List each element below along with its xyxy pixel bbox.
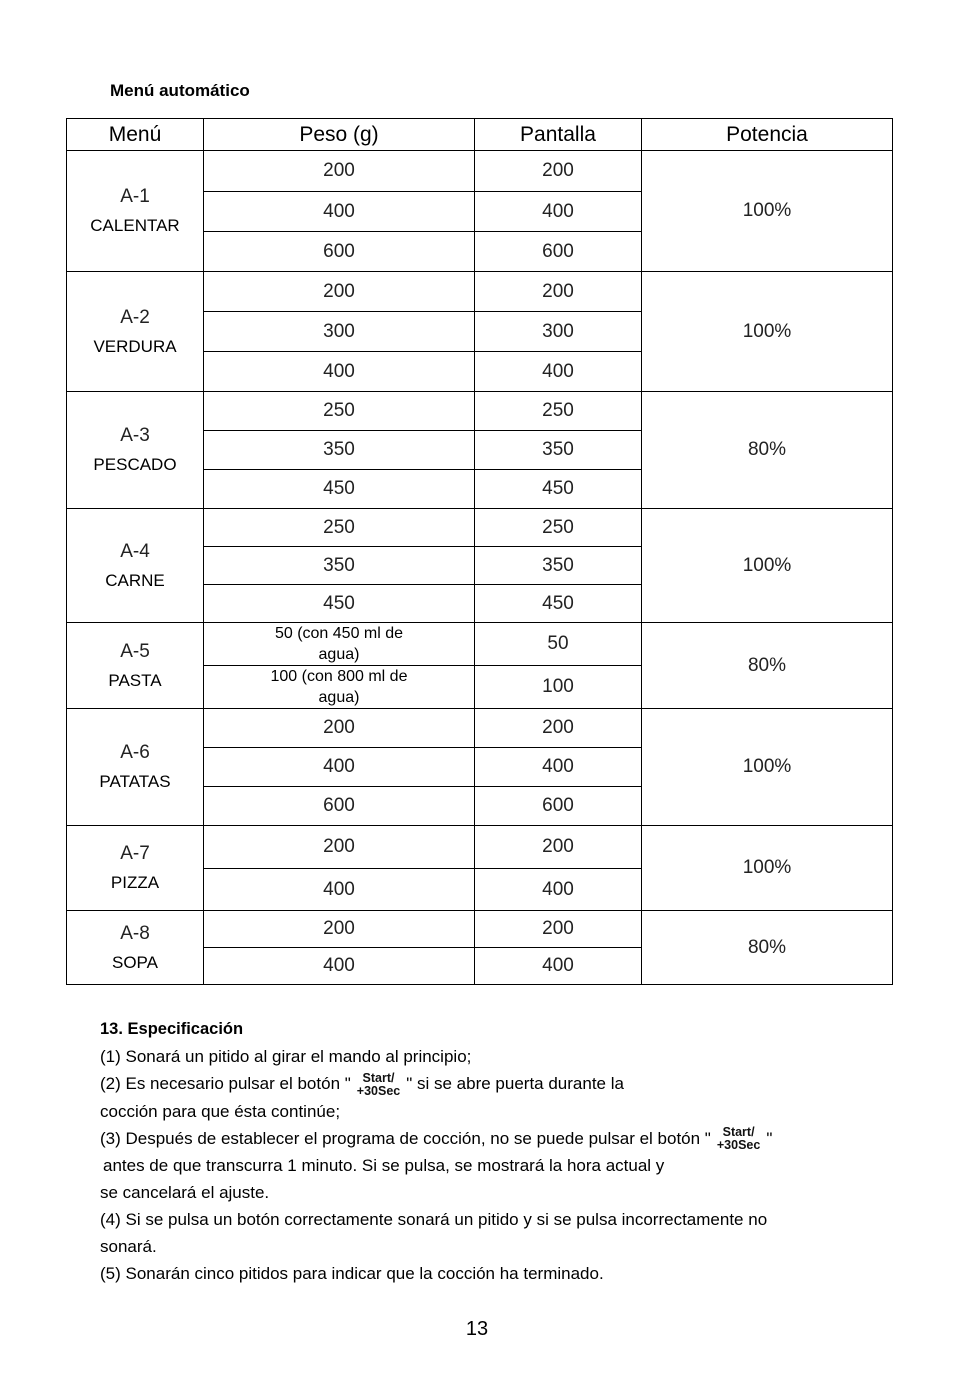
specification-section: [100, 1016, 860, 1287]
table-row: [67, 911, 893, 948]
menu-code: A-5: [120, 640, 150, 662]
menu-cell-a7: [67, 826, 204, 911]
section-title: Menú automático: [110, 81, 250, 100]
weight-cell: 600: [204, 787, 475, 826]
menu-cell-a8: [67, 911, 204, 985]
menu-cell-a3: [67, 392, 204, 509]
table-row: [67, 392, 893, 431]
spec-item-5: (5) Sonarán cinco pitidos para indicar que la cocción ha terminado.: [100, 1264, 604, 1284]
display-cell: 300: [475, 312, 642, 352]
display-cell: 400: [475, 192, 642, 232]
spec-item-4-cont: sonará.: [100, 1237, 157, 1257]
power-cell: 100%: [642, 151, 893, 272]
weight-text: 100 (con 800 ml de agua): [270, 668, 408, 706]
menu-name: PASTA: [108, 670, 162, 690]
menu-name: CARNE: [105, 570, 165, 590]
table-row: [67, 709, 893, 748]
weight-cell: 250: [204, 509, 475, 547]
menu-name: PESCADO: [93, 455, 177, 474]
weight-cell: 350: [204, 431, 475, 470]
power-cell: 100%: [642, 709, 893, 826]
menu-cell-a6: [67, 709, 204, 826]
spec-item-2: [100, 1070, 860, 1098]
spec-item-2-after: " si se abre puerta durante la: [406, 1074, 624, 1093]
weight-text: 50 (con 450 ml de agua): [274, 625, 404, 663]
menu-code: A-8: [120, 922, 150, 944]
header-menu: Menú: [67, 119, 204, 151]
button-label-line2: +30Sec: [356, 1083, 401, 1098]
power-cell: 100%: [642, 272, 893, 392]
spec-item-3-before: (3) Después de establecer el programa de cocción, no se puede pulsar el botón ": [100, 1128, 711, 1148]
weight-cell: 200: [204, 272, 475, 312]
power-cell: 100%: [642, 826, 893, 911]
weight-cell: [204, 623, 475, 666]
spec-item-3-after: ": [766, 1128, 773, 1148]
menu-code: A-4: [120, 540, 150, 562]
display-cell: 250: [475, 392, 642, 431]
weight-cell: 400: [204, 352, 475, 392]
display-cell: 350: [475, 547, 642, 585]
display-cell: 600: [475, 787, 642, 826]
spec-item-4: (4) Si se pulsa un botón correctamente sonará un pitido y si se pulsa incorrectamente no: [100, 1210, 768, 1230]
menu-code: A-7: [120, 843, 150, 864]
menu-code: A-1: [120, 186, 150, 207]
table-row: [67, 509, 893, 547]
menu-code: A-2: [120, 306, 150, 328]
weight-cell: 250: [204, 392, 475, 431]
menu-cell-a4: [67, 509, 204, 623]
weight-cell: 200: [204, 709, 475, 748]
display-cell: 200: [475, 826, 642, 869]
table-row: [67, 623, 893, 666]
button-label-line1: Start/: [722, 1125, 755, 1140]
weight-cell: 400: [204, 869, 475, 911]
menu-name: PIZZA: [110, 873, 160, 892]
power-cell: 100%: [642, 509, 893, 623]
display-cell: 450: [475, 585, 642, 623]
menu-cell-a5: [67, 623, 204, 709]
power-cell: 80%: [642, 392, 893, 509]
header-display: Pantalla: [475, 119, 642, 151]
spec-item-1: (1) Sonará un pitido al girar el mando al principio;: [100, 1047, 472, 1066]
display-cell: 250: [475, 509, 642, 547]
display-cell: 50: [475, 623, 642, 666]
start-30sec-button-icon: [357, 1072, 400, 1098]
display-cell: 400: [475, 869, 642, 911]
start-30sec-button-icon: [717, 1126, 760, 1152]
auto-menu-table: [66, 118, 893, 985]
weight-cell: 450: [204, 470, 475, 509]
weight-cell: 600: [204, 232, 475, 272]
power-cell: 80%: [642, 623, 893, 709]
power-cell: 80%: [642, 911, 893, 985]
menu-cell-a2: [67, 272, 204, 392]
display-cell: 200: [475, 709, 642, 748]
spec-item-3: [100, 1125, 860, 1153]
display-cell: 100: [475, 666, 642, 709]
menu-code: A-6: [120, 742, 150, 763]
menu-cell-a1: [67, 151, 204, 272]
display-cell: 400: [475, 352, 642, 392]
weight-cell: 200: [204, 826, 475, 869]
spec-item-2-before: (2) Es necesario pulsar el botón ": [100, 1074, 351, 1093]
display-cell: 600: [475, 232, 642, 272]
weight-cell: 200: [204, 151, 475, 192]
menu-name: VERDURA: [93, 336, 177, 356]
table-row: [67, 151, 893, 192]
display-cell: 200: [475, 272, 642, 312]
menu-name: PATATAS: [99, 772, 171, 791]
menu-code: A-3: [120, 425, 150, 446]
table-row: [67, 826, 893, 869]
table-header-row: [67, 119, 893, 151]
display-cell: 400: [475, 948, 642, 985]
menu-name: CALENTAR: [90, 216, 180, 235]
menu-name: SOPA: [112, 952, 158, 972]
display-cell: 200: [475, 151, 642, 192]
weight-cell: 400: [204, 948, 475, 985]
spec-item-3-cont2: se cancelará el ajuste.: [100, 1183, 270, 1203]
spec-item-2-cont: cocción para que ésta continúe;: [100, 1101, 341, 1121]
button-label-line2: +30Sec: [716, 1138, 761, 1153]
display-cell: 200: [475, 911, 642, 948]
weight-cell: 200: [204, 911, 475, 948]
weight-cell: 350: [204, 547, 475, 585]
weight-cell: 300: [204, 312, 475, 352]
weight-cell: [204, 666, 475, 709]
weight-cell: 450: [204, 585, 475, 623]
display-cell: 400: [475, 748, 642, 787]
weight-cell: 400: [204, 192, 475, 232]
header-power: Potencia: [642, 119, 893, 151]
weight-cell: 400: [204, 748, 475, 787]
spec-item-3-cont1: antes de que transcurra 1 minuto. Si se pulsa, se mostrará la hora actual y: [103, 1156, 665, 1176]
display-cell: 350: [475, 431, 642, 470]
display-cell: 450: [475, 470, 642, 509]
table-row: [67, 272, 893, 312]
button-label-line1: Start/: [362, 1070, 395, 1085]
page-number: 13: [465, 1318, 489, 1340]
spec-title: 13. Especificación: [100, 1020, 244, 1038]
header-weight: Peso (g): [204, 119, 475, 151]
